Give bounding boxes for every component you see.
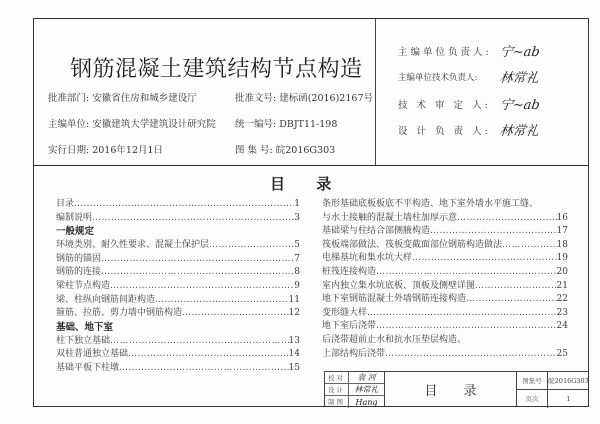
sheet-info (517, 372, 589, 407)
toc-entry[interactable]: 目录 ……………………………………………………………………………………………… 1 (56, 198, 300, 212)
approval-signatures (325, 372, 385, 407)
toc-entry[interactable]: 室内独立集水坑底板、顶板及侧壁详图 ……………………………………………………………………………………………… 21 (322, 280, 568, 294)
toc-entry[interactable]: 编制说明 ……………………………………………………………………………………………… 3 (56, 212, 300, 226)
signature-row (398, 41, 540, 60)
toc-entry[interactable]: 与水土接触的混凝土墙柱加厚示意 ……………………………………………………………………………………………… 16 (322, 212, 568, 226)
sheet-title: 目 录 (385, 372, 517, 407)
signature-label: 主编单位负责人: (398, 46, 492, 58)
toc-entry[interactable]: 箍筋、拉筋、剪力墙中钢筋构造 ……………………………………………………………………………………………… 12 (56, 307, 300, 321)
toc-entry[interactable]: 变形缝大样 ……………………………………………………………………………………………… 23 (322, 307, 568, 321)
approval-department: 批准部门: 安徽省住房和城乡建设厅 (48, 93, 197, 104)
toc-right-column (322, 198, 568, 361)
toc-heading: 目 录 (270, 175, 332, 193)
cover-header (33, 18, 589, 166)
atlas-number-label: 图集号 (517, 372, 548, 389)
toc-entry[interactable]: 电梯基坑和集水坑大样 ……………………………………………………………………………………………… 19 (322, 252, 568, 266)
toc-entry[interactable]: 上部结构后浇带 ……………………………………………………………………………………………… 25 (322, 348, 568, 362)
title-block (324, 371, 589, 407)
signature-row (398, 120, 539, 139)
role-label: 设计 (325, 384, 349, 395)
unified-number: 统一编号: DBJT11-198 (235, 119, 338, 130)
handwritten-signature: Hang (355, 397, 378, 407)
handwritten-signature: 林常礼 (354, 385, 379, 394)
atlas-number-value: 皖2016G303 (548, 377, 589, 385)
toc-section-heading: 一般规定 (56, 226, 95, 238)
toc-entry[interactable]: 双柱普通独立基础 ……………………………………………………………………………………………… 14 (56, 348, 300, 362)
toc-entry[interactable]: 筏板端部做法、筏板变截面部位钢筋构造做法 ……………………………………………………………………………………………… 18 (322, 239, 568, 253)
toc-entry[interactable]: 基础梁与柱结合部侧腋构造 ……………………………………………………………………………………………… 17 (322, 225, 568, 239)
atlas-number-row (517, 372, 589, 390)
title-block-row (325, 396, 384, 408)
toc-entry[interactable]: 桩筏连接构造 ……………………………………………………………………………………………… 20 (322, 266, 568, 280)
toc-left-column (56, 198, 300, 376)
toc-entry[interactable]: 钢筋的锚固 ……………………………………………………………………………………………… 7 (56, 253, 300, 267)
signature-label: 技 术 审 定 人: (398, 99, 491, 111)
handwritten-signature: 宁~ab (498, 98, 541, 113)
handwritten-signature: 宁~ab (498, 45, 541, 60)
toc-entry[interactable]: 地下室后浇带 ……………………………………………………………………………………………… 24 (322, 320, 568, 334)
toc-entry[interactable]: 柱下独立基础 ……………………………………………………………………………………………… 13 (56, 335, 300, 349)
handwritten-signature: 林常礼 (498, 124, 540, 139)
toc-entry[interactable]: 环境类别、耐久性要求、混凝土保护层 ……………………………………………………………………………………………… 5 (56, 239, 300, 253)
header-info-panel (34, 19, 376, 165)
title-block-row (325, 372, 384, 384)
toc-section-heading: 基础、地下室 (56, 321, 114, 333)
role-label: 制图 (325, 396, 349, 408)
title-block-row (325, 384, 384, 396)
atlas-number: 图 集 号: 皖2016G303 (235, 145, 336, 156)
toc-entry-continued[interactable]: 后浇带超前止水和抗水压垫层构造、 (322, 334, 467, 345)
signature-panel (376, 19, 588, 165)
role-label: 校对 (325, 372, 349, 383)
handwritten-signature: 袁 河 (357, 373, 376, 382)
toc-entry[interactable]: 地下室钢筋混凝土外墙钢筋连接构造 ……………………………………………………………………………………………… 22 (322, 293, 568, 307)
chief-editing-unit: 主编单位: 安徽建筑大学建筑设计研究院 (48, 119, 216, 130)
page-number-label: 页次 (517, 390, 548, 408)
signature-row (398, 94, 540, 113)
toc-entry[interactable]: 基础平板下柱墩 ……………………………………………………………………………………………… 15 (56, 362, 300, 376)
toc-entry[interactable]: 梁柱节点构造 ……………………………………………………………………………………………… 9 (56, 280, 300, 294)
toc-entry[interactable]: 梁、柱纵向钢筋间距构造 ……………………………………………………………………………………………… 11 (56, 294, 300, 308)
page-number-row (517, 390, 589, 408)
approval-document-number: 批准文号: 建标函(2016)2167号 (235, 93, 373, 104)
signature-label: 设 计 负 责 人: (398, 125, 491, 137)
signature-label: 主编单位技术负责人: (398, 72, 478, 83)
document-title: 钢筋混凝土建筑结构节点构造 (70, 57, 363, 82)
toc-entry-continued[interactable]: 条形基础底板板底不平构造、地下室外墙水平施工缝、 (322, 199, 539, 209)
signature-row (398, 67, 539, 86)
handwritten-signature: 林常礼 (498, 71, 540, 86)
toc-entry[interactable]: 钢筋的连接 ……………………………………………………………………………………………… 8 (56, 266, 300, 280)
page-number-value: 1 (566, 395, 571, 403)
effective-date: 实行日期: 2016年12月1日 (48, 145, 164, 156)
